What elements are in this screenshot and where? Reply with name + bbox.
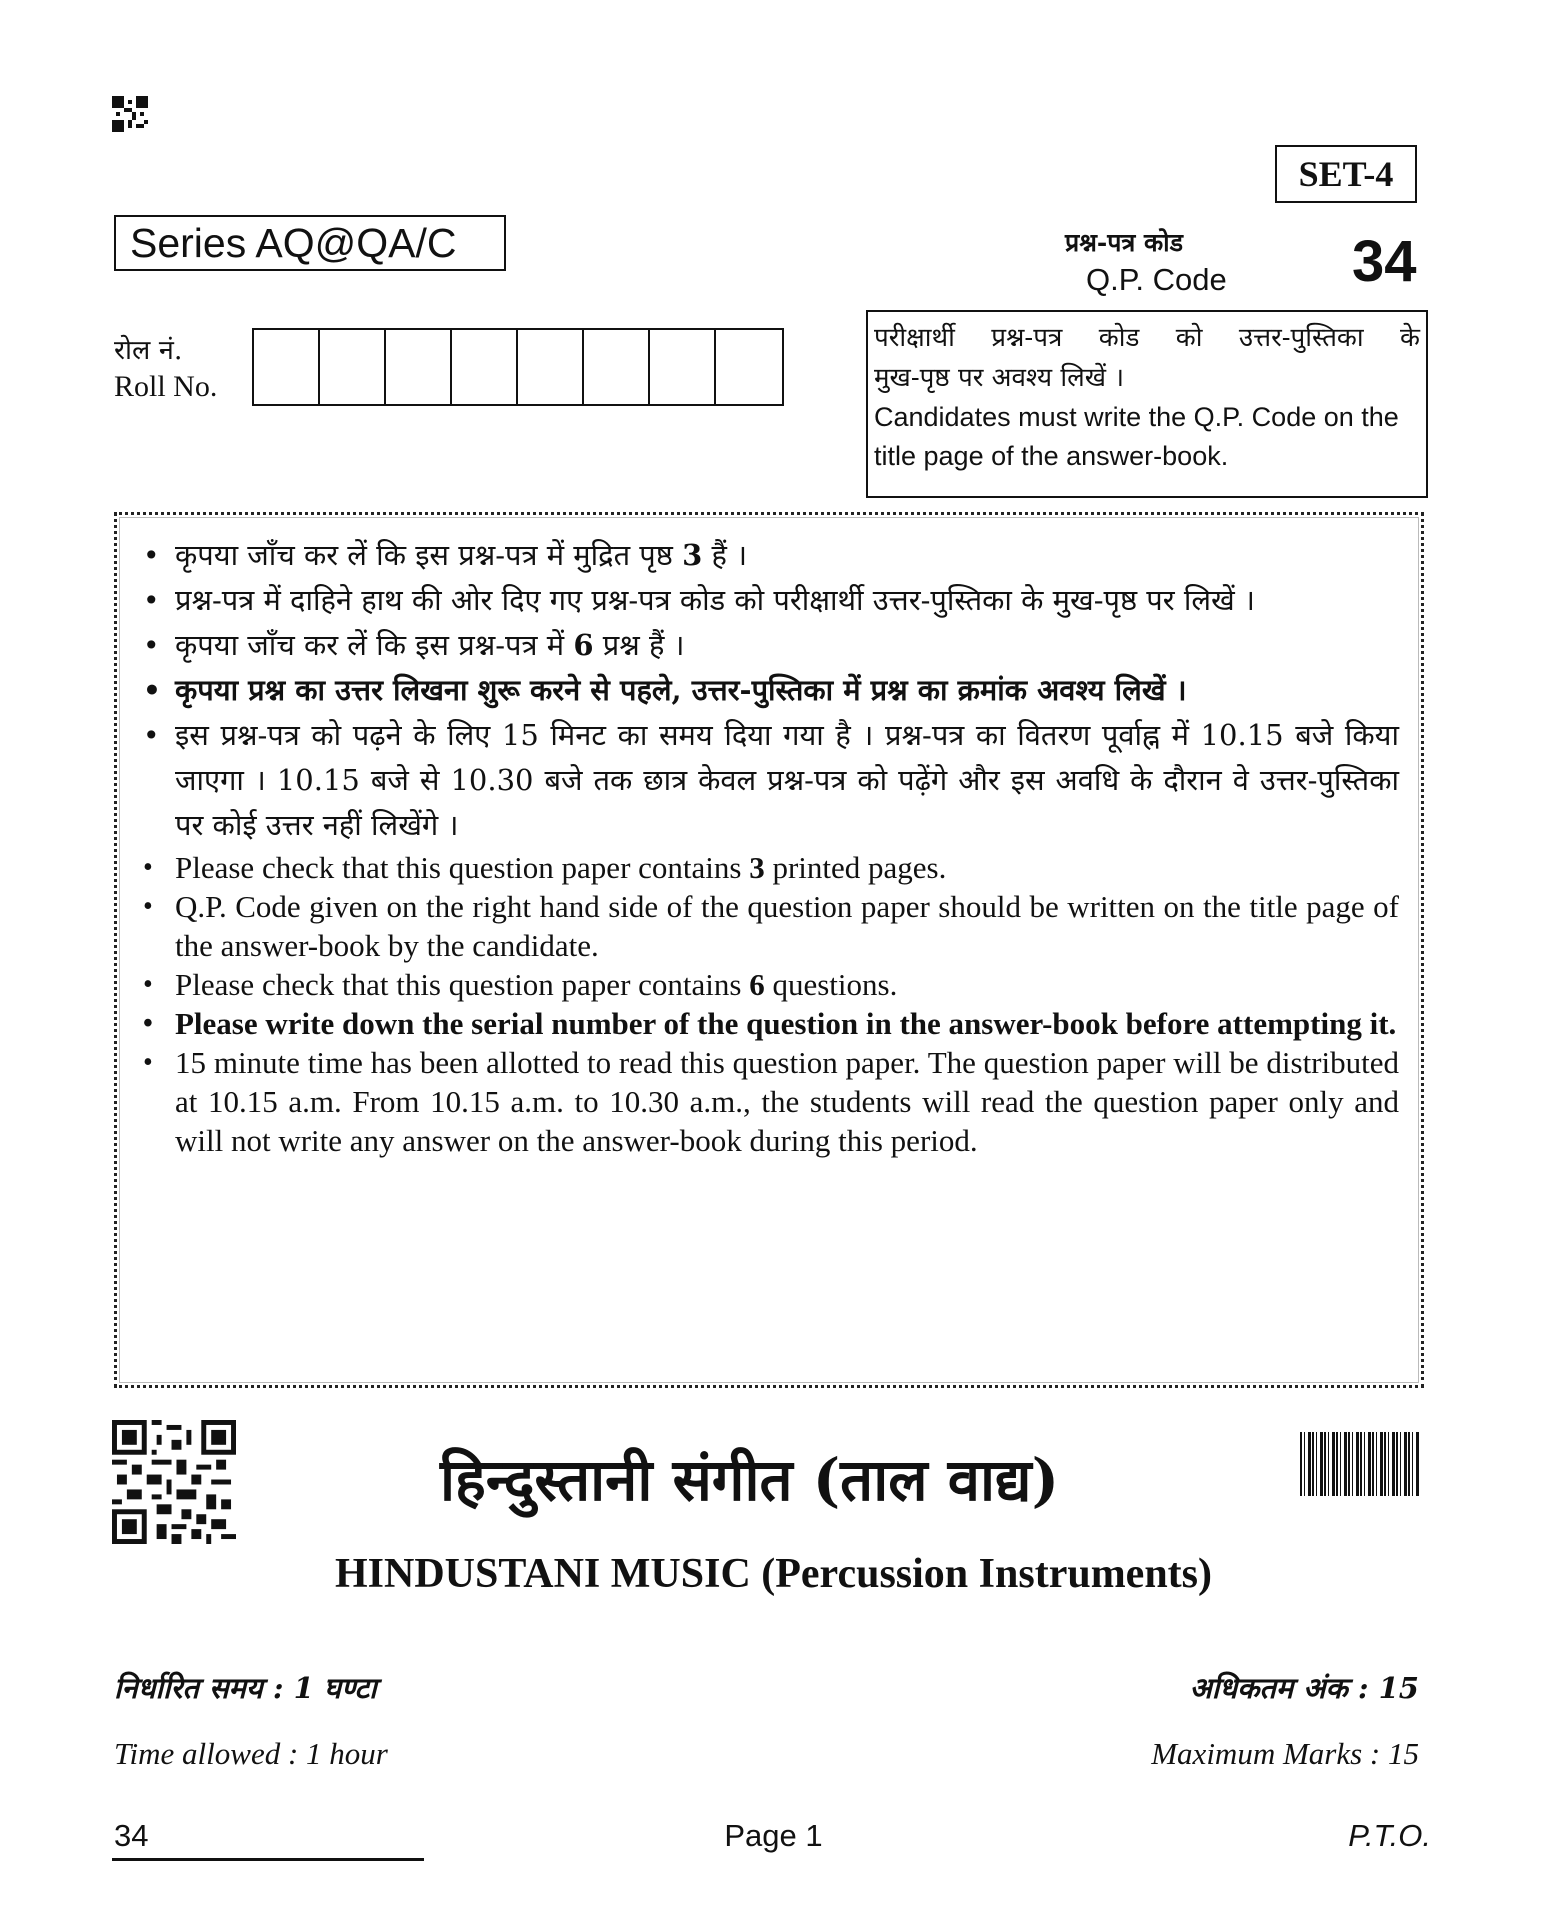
qp-code-label-hi: प्रश्न-पत्र कोड bbox=[1065, 228, 1184, 257]
footer-rule bbox=[112, 1858, 424, 1861]
note-hi-line1: परीक्षार्थी प्रश्न-पत्र कोड को उत्तर-पुस्तिका के bbox=[874, 323, 1420, 353]
instructions-en bbox=[139, 848, 1399, 1160]
instruction-hi-item: • इस प्रश्न-पत्र को पढ़ने के लिए 15 मिनट का समय दिया गया है । प्रश्न-पत्र का वितरण पूर्वाह्न में 10.15 बजे किया जाएगा । 10.15 बजे से 10.30 बजे तक छात्र केवल प्रश्न-पत्र को पढ़ेंगे और इस अवधि के दौरान वे उत्तर-पुस्तिका पर कोई उत्तर नहीं लिखेंगे । bbox=[139, 713, 1399, 848]
footer-qp-code: 34 bbox=[114, 1818, 149, 1853]
roll-label-en: Roll No. bbox=[114, 370, 218, 403]
instructions-box bbox=[114, 512, 1424, 1388]
instruction-hi-item: • कृपया जाँच कर लें कि इस प्रश्न-पत्र में मुद्रित पृष्ठ 3 हैं । bbox=[139, 533, 1399, 578]
set-label: SET-4 bbox=[1275, 145, 1417, 203]
instruction-en-item: • Please check that this question paper contains 3 printed pages. bbox=[139, 848, 1399, 887]
footer-pto: P.T.O. bbox=[1348, 1818, 1431, 1853]
max-marks-hi: अधिकतम अंक : 15 bbox=[1189, 1671, 1419, 1705]
roll-digit-box[interactable] bbox=[386, 330, 452, 404]
bottom-qr-code bbox=[112, 1420, 236, 1544]
note-en: Candidates must write the Q.P. Code on the title page of the answer-book. bbox=[874, 402, 1399, 471]
qp-code-label-en: Q.P. Code bbox=[1086, 262, 1227, 297]
time-allowed-hi: निर्धारित समय : 1 घण्टा bbox=[114, 1671, 377, 1705]
title-english: HINDUSTANI MUSIC (Percussion Instruments) bbox=[335, 1551, 1212, 1597]
series-label: Series AQ@QA/C bbox=[114, 215, 506, 271]
note-hi-line2: मुख-पृष्ठ पर अवश्य लिखें । bbox=[874, 363, 1125, 393]
instruction-en-item: • Q.P. Code given on the right hand side of the question paper should be written on the title page of the answer-book by the candidate. bbox=[139, 887, 1399, 965]
roll-digit-box[interactable] bbox=[650, 330, 716, 404]
roll-digit-box[interactable] bbox=[518, 330, 584, 404]
instruction-hi-item: • प्रश्न-पत्र में दाहिने हाथ की ओर दिए गए प्रश्न-पत्र कोड को परीक्षार्थी उत्तर-पुस्तिका के मुख-पृष्ठ पर लिखें । bbox=[139, 578, 1399, 623]
roll-digit-box[interactable] bbox=[320, 330, 386, 404]
barcode bbox=[1300, 1432, 1420, 1496]
footer-page-number: Page 1 bbox=[724, 1818, 823, 1853]
roll-digit-box[interactable] bbox=[584, 330, 650, 404]
instruction-en-item: • Please check that this question paper contains 6 questions. bbox=[139, 965, 1399, 1004]
instruction-en-item: • 15 minute time has been allotted to read this question paper. The question paper will be distributed at 10.15 a.m. From 10.15 a.m. to 10.30 a.m., the students will read the question paper only and will not write any answer on the answer-book during this period. bbox=[139, 1043, 1399, 1160]
roll-number-boxes[interactable] bbox=[252, 328, 784, 406]
roll-digit-box[interactable] bbox=[452, 330, 518, 404]
title-hindi: हिन्दुस्तानी संगीत (ताल वाद्य) bbox=[440, 1446, 1060, 1514]
roll-label-hi: रोल नं. bbox=[114, 335, 183, 366]
qp-code: 34 bbox=[1352, 229, 1417, 294]
qp-code-note bbox=[866, 310, 1428, 498]
instructions-hi bbox=[139, 533, 1399, 848]
roll-digit-box[interactable] bbox=[254, 330, 320, 404]
instruction-en-item: • Please write down the serial number of the question in the answer-book before attempting it. bbox=[139, 1004, 1399, 1043]
top-qr-code bbox=[112, 96, 148, 132]
roll-digit-box[interactable] bbox=[716, 330, 782, 404]
max-marks-en: Maximum Marks : 15 bbox=[1151, 1736, 1419, 1771]
instruction-hi-item: • कृपया प्रश्न का उत्तर लिखना शुरू करने से पहले, उत्तर-पुस्तिका में प्रश्न का क्रमांक अवश्य लिखें । bbox=[139, 668, 1399, 713]
time-allowed-en: Time allowed : 1 hour bbox=[114, 1736, 388, 1771]
instruction-hi-item: • कृपया जाँच कर लें कि इस प्रश्न-पत्र में 6 प्रश्न हैं । bbox=[139, 623, 1399, 668]
